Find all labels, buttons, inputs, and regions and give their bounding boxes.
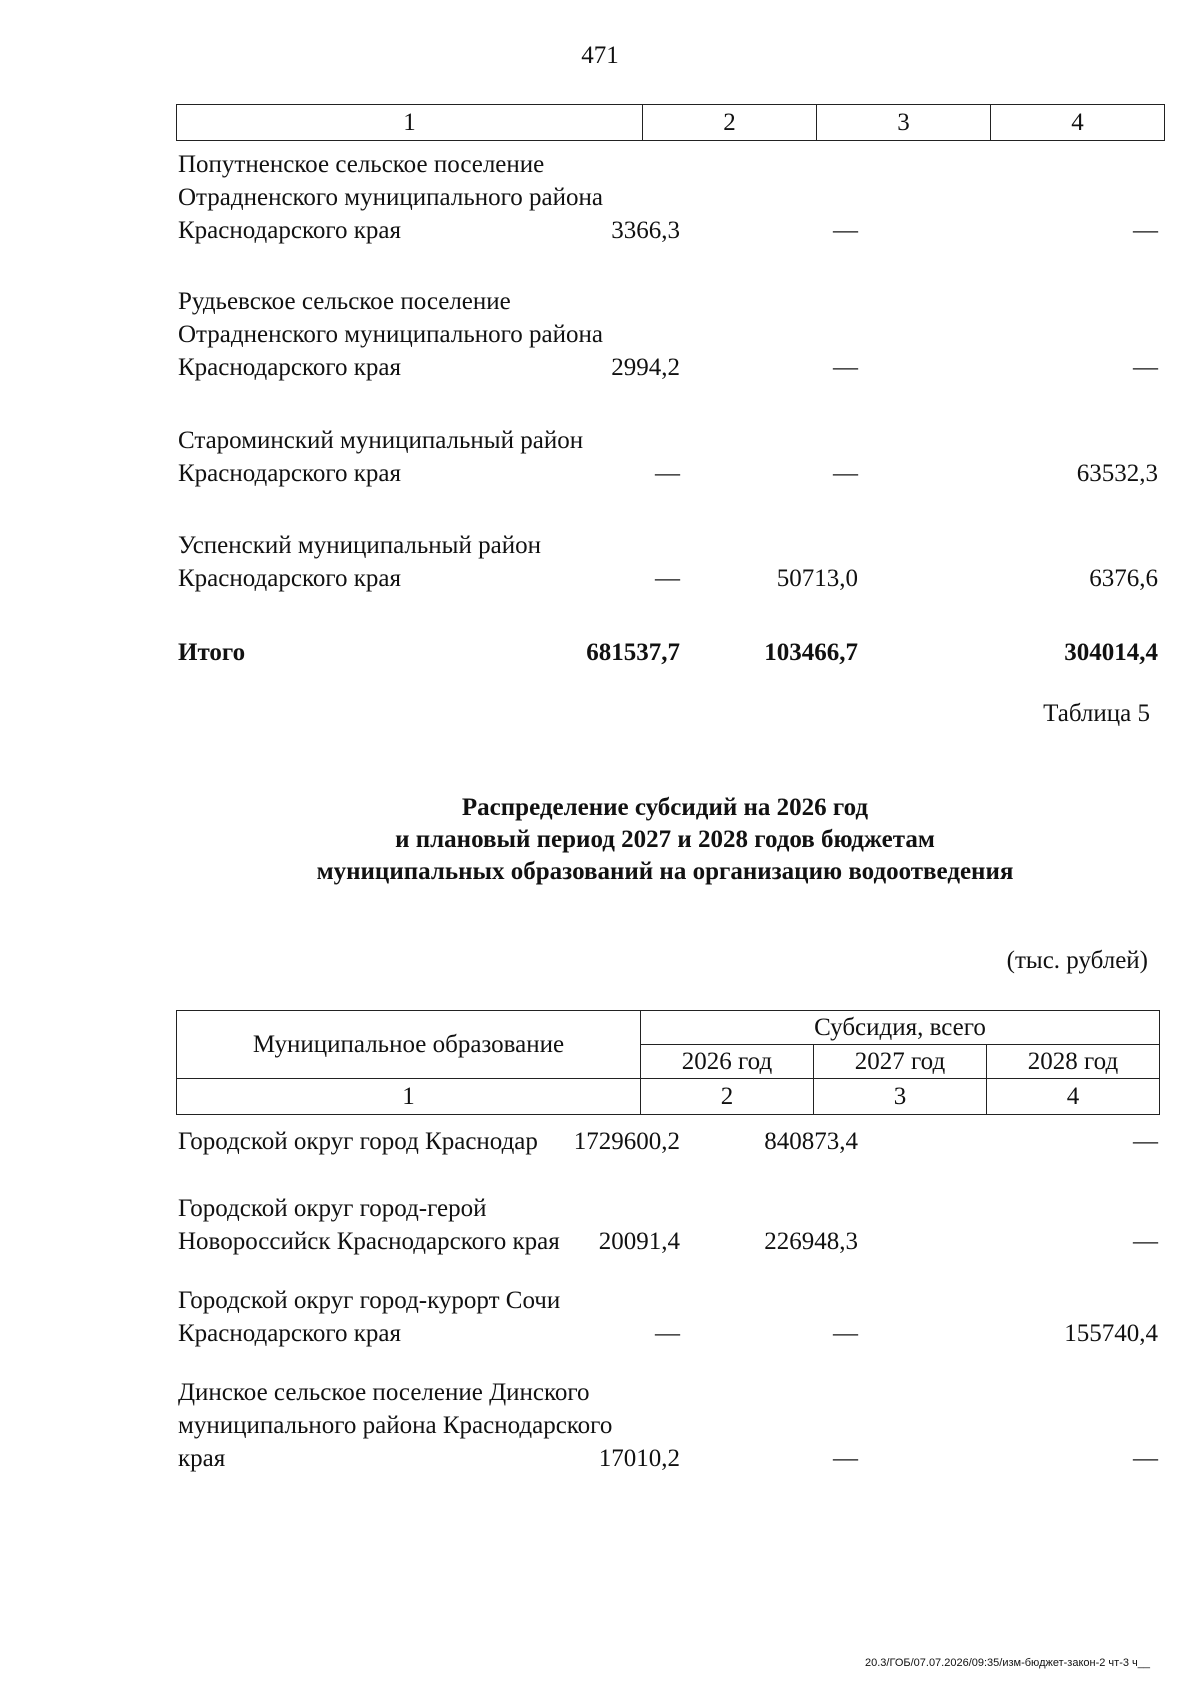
row-value-2027: — [833, 460, 858, 487]
row-value-2028: 6376,6 [1089, 565, 1158, 592]
total-value-2028: 304014,4 [1064, 639, 1158, 666]
row-name: Городской округ город-курорт Сочи Краснодарского края [178, 1287, 561, 1347]
table-row [178, 285, 1158, 385]
continuation-table-header [176, 104, 1165, 141]
document-footer: 20.3/ГОБ/07.07.2026/09:35/изм-бюджет-закон-2 чт-3 ч__ [865, 1657, 1150, 1669]
row-name: Попутненское сельское поселение Отрадненского муниципального района Краснодарского края [178, 151, 603, 244]
header-col-1: 1 [177, 105, 643, 141]
header-col-3: 3 [817, 105, 991, 141]
row-value-2026: — [655, 1320, 680, 1347]
title-line: Распределение субсидий на 2026 год [461, 794, 869, 821]
table-label: Таблица 5 [1043, 700, 1150, 727]
header-municipality: Муниципальное образование [177, 1011, 641, 1079]
header-year-2028: 2028 год [987, 1045, 1160, 1079]
row-name: Городской округ город Краснодар [178, 1128, 538, 1155]
row-value-2026: — [655, 460, 680, 487]
header-year-2026: 2026 год [641, 1045, 814, 1079]
title-line: муниципальных образований на организацию водоотведения [316, 858, 1014, 885]
header-year-2027: 2027 год [814, 1045, 987, 1079]
total-value-2026: 681537,7 [586, 639, 680, 666]
row-value-2028: — [1133, 1228, 1158, 1255]
row-value-2026: 3366,3 [611, 217, 680, 244]
row-value-2027: 226948,3 [764, 1228, 858, 1255]
row-value-2028: 155740,4 [1064, 1320, 1158, 1347]
page-number: 471 [581, 42, 619, 69]
row-value-2026: — [655, 565, 680, 592]
header-num-1: 1 [177, 1079, 641, 1115]
row-name: Динское сельское поселение Динского муниципального района Краснодарского края [178, 1379, 613, 1472]
table-title [0, 792, 1200, 888]
row-value-2028: — [1133, 1445, 1158, 1472]
row-value-2028: — [1133, 217, 1158, 244]
unit-label: (тыс. рублей) [1006, 947, 1148, 974]
total-value-2027: 103466,7 [764, 639, 858, 666]
row-name: Успенский муниципальный район Краснодарского края [178, 532, 541, 592]
table-row [178, 1284, 1158, 1354]
header-num-4: 4 [987, 1079, 1160, 1115]
row-value-2027: — [833, 1445, 858, 1472]
row-value-2027: — [833, 1320, 858, 1347]
header-col-4: 4 [991, 105, 1165, 141]
table-row [178, 1125, 1158, 1165]
row-value-2027: 840873,4 [764, 1128, 858, 1155]
row-value-2027: 50713,0 [776, 565, 858, 592]
table-row [178, 529, 1158, 599]
total-label: Итого [178, 639, 246, 666]
table5-header [176, 1010, 1160, 1115]
row-value-2026: 2994,2 [611, 354, 680, 381]
header-num-3: 3 [814, 1079, 987, 1115]
row-value-2026: 17010,2 [598, 1445, 680, 1472]
row-name: Рудьевское сельское поселение Отрадненского муниципального района Краснодарского края [178, 288, 603, 381]
table-row [178, 1376, 1158, 1476]
row-value-2027: — [833, 217, 858, 244]
table-row [178, 424, 1158, 494]
total-row [178, 636, 1158, 676]
row-value-2027: — [833, 354, 858, 381]
row-value-2028: — [1133, 1128, 1158, 1155]
row-value-2026: 1729600,2 [573, 1128, 680, 1155]
row-name: Староминский муниципальный район Краснодарского края [178, 427, 584, 487]
table-row [178, 1192, 1158, 1262]
row-name: Городской округ город-герой Новороссийск Краснодарского края [178, 1195, 560, 1255]
row-value-2028: — [1133, 354, 1158, 381]
row-value-2026: 20091,4 [598, 1228, 680, 1255]
title-line: и плановый период 2027 и 2028 годов бюджетам [395, 826, 935, 853]
header-col-2: 2 [643, 105, 817, 141]
header-subsidy-group: Субсидия, всего [641, 1011, 1160, 1045]
row-value-2028: 63532,3 [1076, 460, 1158, 487]
header-num-2: 2 [641, 1079, 814, 1115]
table-row [178, 148, 1158, 248]
